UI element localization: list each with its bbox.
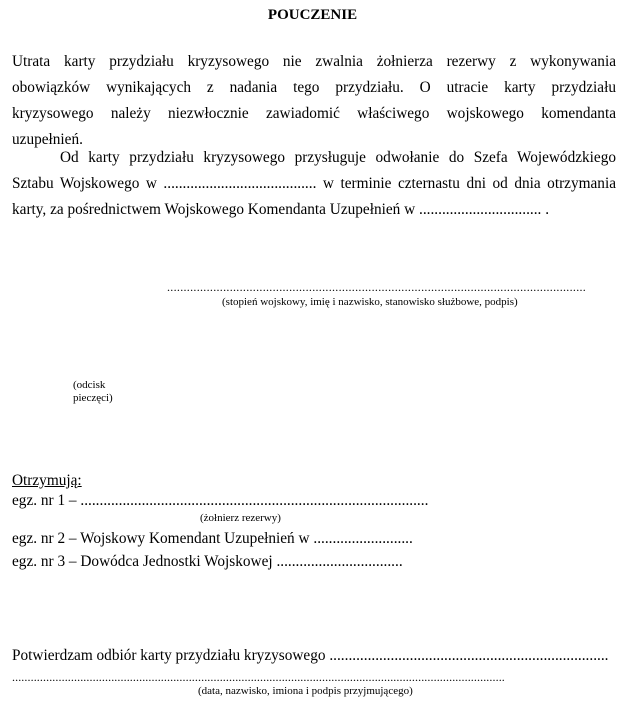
confirmation-text: Potwierdzam odbiór karty przydziału kryzysowego ......................................................................... bbox=[12, 647, 609, 664]
paragraph-line: obowiązków wynikających z nadania tego przydziału. O utracie karty przydziału bbox=[12, 79, 616, 96]
paragraph-line: Od karty przydziału kryzysowego przysługuje odwołanie do Szefa Wojewódzkiego bbox=[60, 149, 616, 166]
paragraph-line: uzupełnień. bbox=[12, 131, 83, 148]
paragraph-loss-of-card bbox=[12, 49, 616, 153]
document-title: POUCZENIE bbox=[267, 7, 358, 23]
stamp-caption-line2: pieczęci) bbox=[73, 392, 113, 404]
recipient-copy-1: egz. nr 1 – ........................................................................................... bbox=[12, 492, 429, 509]
paragraph-line: Utrata karty przydziału kryzysowego nie zwalnia żołnierza rezerwy z wykonywania bbox=[12, 53, 616, 70]
signature-dotted-line: ............................................................................................................................... bbox=[167, 280, 587, 294]
paragraph-line: Sztabu Wojskowego w ........................................ w terminie czternastu dni od dnia otrzymania bbox=[12, 175, 616, 192]
confirmation-caption: (data, nazwisko, imiona i podpis przyjmującego) bbox=[198, 685, 413, 697]
recipient-copy-2: egz. nr 2 – Wojskowy Komendant Uzupełnień w .......................... bbox=[12, 530, 413, 547]
recipient-copy-1-caption: (żołnierz rezerwy) bbox=[200, 512, 281, 524]
paragraph-appeal bbox=[12, 145, 616, 223]
recipient-copy-3: egz. nr 3 – Dowódca Jednostki Wojskowej ................................. bbox=[12, 553, 403, 570]
confirmation-dotted-line: ............................................................................................................................................................... bbox=[12, 670, 505, 684]
paragraph-line: kryzysowego należy niezwłocznie zawiadomić właściwego wojskowego komendanta bbox=[12, 105, 616, 122]
paragraph-line: karty, za pośrednictwem Wojskowego Komendanta Uzupełnień w ................................ . bbox=[12, 201, 550, 218]
recipients-heading: Otrzymują: bbox=[12, 472, 82, 489]
stamp-caption-line1: (odcisk bbox=[73, 379, 106, 391]
signature-caption: (stopień wojskowy, imię i nazwisko, stanowisko służbowe, podpis) bbox=[222, 296, 518, 308]
